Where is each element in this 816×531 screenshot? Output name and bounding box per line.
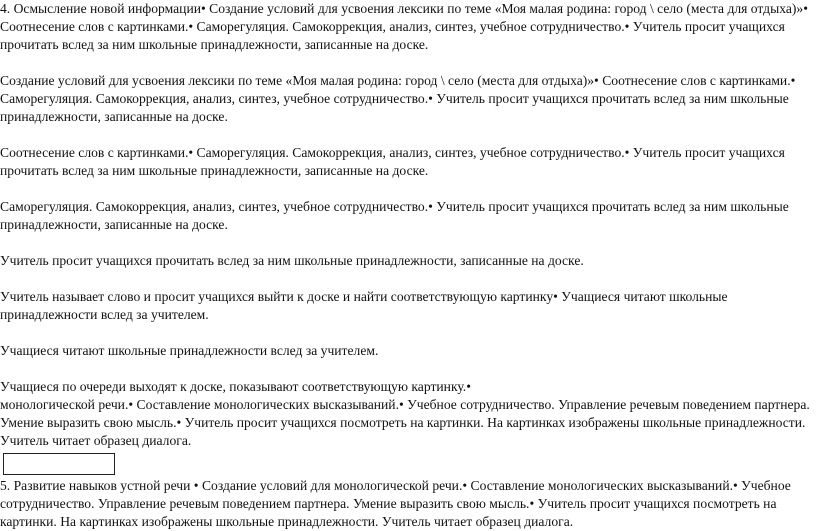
paragraph-word-picture-matching: Соотнесение слов с картинками.• Саморегуляция. Самокоррекция, анализ, синтез, учебное сотрудничество.• Учитель просит учащихся прочитать вслед за ним школьные принадлежности, записанные на доске. — [0, 145, 785, 178]
paragraph-step-5: 5. Развитие навыков устной речи • Создание условий для монологической речи.• Составление монологических высказываний.• Учебное сотрудничество. Управление речевым поведением партнера. Умение выразить свою мысль.• Учитель просит учащихся посмотреть на картинки. На картинках изображены школьные принадлежности. Учитель читает образец диалога. — [0, 478, 791, 529]
paragraph-teacher-asks: Учитель просит учащихся прочитать вслед за ним школьные принадлежности, записанные на доске. — [0, 253, 584, 268]
paragraph-self-regulation: Саморегуляция. Самокоррекция, анализ, синтез, учебное сотрудничество.• Учитель просит учащихся прочитать вслед за ним школьные принадлежности, записанные на доске. — [0, 199, 789, 232]
paragraph-gap — [0, 234, 812, 252]
paragraph-monologue-speech: монологической речи.• Составление монологических высказываний.• Учебное сотрудничество. Управление речевым поведением партнера. Умение выразить свою мысль.• Учитель просит учащихся посмотреть на картинки. На картинках изображены школьные принадлежности. Учитель читает образец диалога. — [0, 397, 810, 448]
empty-cell-box — [3, 453, 115, 475]
paragraph-gap — [0, 270, 812, 288]
paragraph-step-4: 4. Осмысление новой информации• Создание условий для усвоения лексики по теме «Моя малая родина: город \ село (места для отдыха)»• Соотнесение слов с картинками.• Саморегуляция. Самокоррекция, анализ, синтез, учебное сотрудничество.• Учитель просит учащихся прочитать вслед за ним школьные принадлежности, записанные на доске. — [0, 1, 808, 52]
paragraph-gap — [0, 126, 812, 144]
paragraph-gap — [0, 180, 812, 198]
paragraph-students-read: Учащиеся читают школьные принадлежности вслед за учителем. — [0, 343, 379, 358]
paragraph-lexicon-conditions: Создание условий для усвоения лексики по теме «Моя малая родина: город \ село (места для отдыха)»• Соотнесение слов с картинками.• Саморегуляция. Самокоррекция, анализ, синтез, учебное сотрудничество.• Учитель просит учащихся прочитать вслед за ним школьные принадлежности, записанные на доске. — [0, 73, 796, 124]
paragraph-students-come-to-board: Учащиеся по очереди выходят к доске, показывают соответствующую картинку.• — [0, 379, 471, 394]
paragraph-gap — [0, 54, 812, 72]
paragraph-teacher-names-word: Учитель называет слово и просит учащихся выйти к доске и найти соответствующую картинку• Учащиеся читают школьные принадлежности вслед за учителем. — [0, 289, 728, 322]
paragraph-gap — [0, 360, 812, 378]
paragraph-gap — [0, 324, 812, 342]
